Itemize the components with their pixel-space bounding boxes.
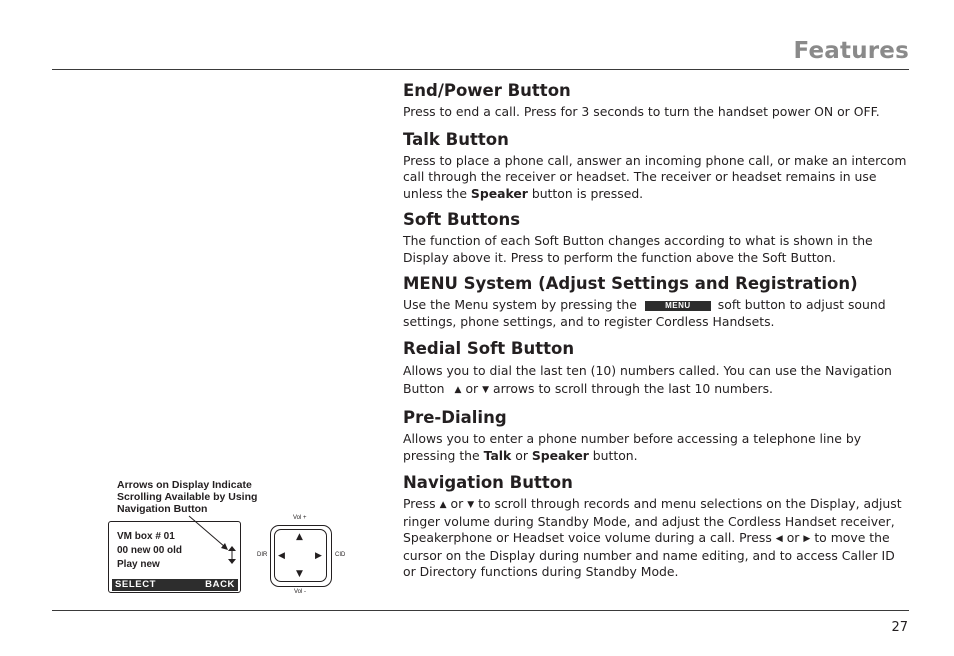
nav-left-icon: ◀ [278,551,285,561]
footer-rule [52,610,909,611]
left-triangle-icon: ◀ [775,534,783,544]
display-callout: Arrows on Display Indicate Scrolling Available by Using Navigation Button [117,479,258,516]
end-power-text-span: Press to end a call. Press for 3 seconds to turn the handset power ON or OFF. [403,104,880,119]
features-content [403,80,911,581]
navigation-text [403,496,911,581]
dir-label: DIR [257,552,268,558]
menu-softkey-icon: MENU [645,301,711,311]
display-line-1: VM box # 01 [117,531,175,542]
predialing-text [403,431,911,464]
nav-right-icon: ▶ [315,551,322,561]
back-softkey: BACK [177,579,238,591]
navigation-text-2: to move the cursor on the Display during number and name editing, and to access Caller ID or Directory functions during Standby Mode. [403,530,895,579]
soft-buttons-text-span: The function of each Soft Button changes according to what is shown in the Display above it. Press to perform the function above the Soft Button. [403,233,873,265]
end-power-text [403,104,911,121]
navigation-text-1: to scroll through records and menu selections on the Display, adjust ringer volume during Standby Mode, and adjust the Cordless Handset receiver, Speakerphone or Headset voice volume during a call. Press [403,496,902,545]
display-line-2: 00 new 00 old [117,545,183,556]
talk-speaker-term: Speaker [470,185,528,201]
menu-text [403,297,911,330]
soft-buttons-text [403,233,911,266]
menu-heading: MENU System (Adjust Settings and Registration) [403,274,858,293]
scroll-indicator-icon [228,546,236,564]
menu-text-1: Use the Menu system by pressing the [403,297,637,312]
page-header-title: Features [793,38,909,64]
end-power-heading: End/Power Button [403,81,571,100]
display-line-3: Play new [117,559,160,570]
page-number: 27 [891,620,908,635]
redial-or: or [465,381,479,396]
cid-label: CID [335,552,346,558]
predialing-speaker-term: Speaker [531,447,589,463]
up-triangle-icon: ▲ [439,500,447,510]
navigation-heading: Navigation Button [403,473,573,492]
navigation-press: Press [403,496,436,511]
down-triangle-icon: ▼ [482,385,490,395]
talk-text [403,153,911,203]
talk-heading: Talk Button [403,129,509,149]
talk-text-2: button is pressed. [527,185,644,201]
nav-up-icon: ▲ [296,532,303,542]
redial-text-1: Allows you to dial the last ten (10) numbers called. You can use the Navigation Button [403,363,892,396]
predialing-mid: or [511,447,532,463]
redial-text [403,362,911,399]
predialing-heading: Pre-Dialing [403,408,507,427]
redial-text-2: arrows to scroll through the last 10 numbers. [493,381,773,396]
handset-display [108,521,241,593]
talk-text-1: Press to place a phone call, answer an incoming phone call, or make an intercom call through the receiver or headset. The receiver or headset remains in use unless the [403,152,907,201]
nav-down-icon: ▼ [296,569,303,579]
navigation-or-2: or [786,530,800,545]
navigation-button-diagram [270,525,332,587]
vol-up-label: Vol + [293,515,307,521]
soft-buttons-heading: Soft Buttons [403,210,521,229]
redial-heading: Redial Soft Button [403,339,575,358]
predialing-text-1: Allows you to enter a phone number before accessing a telephone line by pressing the [403,431,862,463]
navigation-or-1: or [450,496,464,511]
vol-down-label: Vol - [294,589,307,595]
down-triangle-icon: ▼ [467,500,475,510]
right-triangle-icon: ▶ [803,534,811,544]
menu-text-2: soft button to adjust sound settings, phone settings, and to register Cordless Handsets. [403,297,886,329]
predialing-talk-term: Talk [483,447,512,463]
header-rule [52,69,909,70]
up-triangle-icon: ▲ [454,385,462,395]
predialing-text-2: button. [588,447,638,463]
select-softkey: SELECT [112,579,178,591]
